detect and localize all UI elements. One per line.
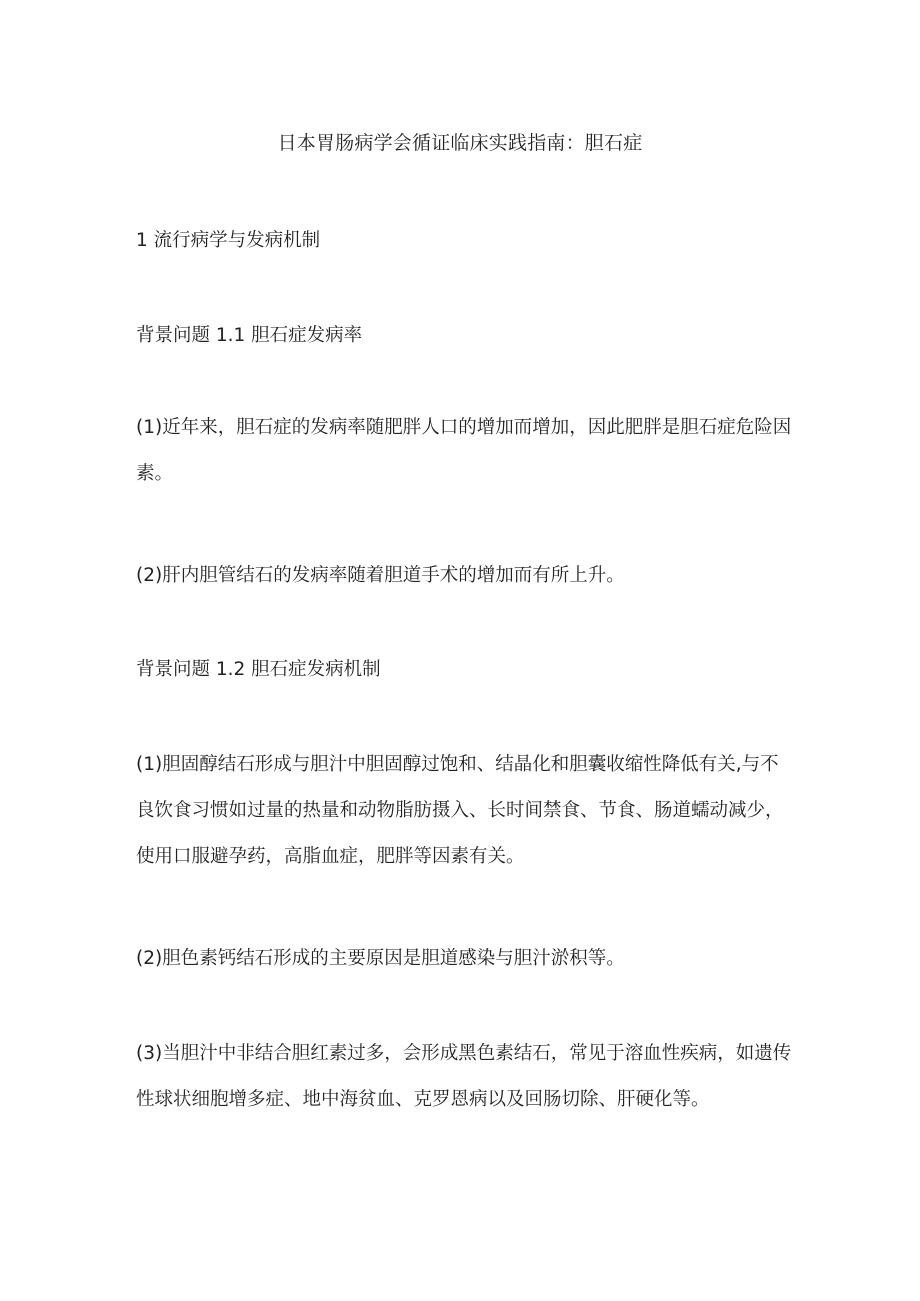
paragraph-line: 性球状细胞增多症、地中海贫血、克罗恩病以及回肠切除、肝硬化等。 [136,1089,710,1110]
paragraph [136,1031,806,1123]
background-question-heading [136,313,806,359]
paragraph [136,405,806,497]
paragraph-line: (1)胆固醇结石形成与胆汁中胆固醇过饱和、结晶化和胆囊收缩性降低有关,与不 [136,754,779,775]
background-question-1-2-heading: 背景问题 1.2 胆石症发病机制 [136,659,381,680]
paragraph [136,553,806,599]
paragraph [136,936,806,982]
section-heading-text: 1 流行病学与发病机制 [136,230,321,251]
section-heading [136,218,806,264]
paragraph-line: (3)当胆汁中非结合胆红素过多，会形成黑色素结石，常见于溶血性疾病，如遗传 [136,1043,792,1064]
paragraph-line: (2)肝内胆管结石的发病率随着胆道手术的增加而有所上升。 [136,565,625,586]
paragraph-line: (1)近年来，胆石症的发病率随肥胖人口的增加而增加，因此肥胖是胆石症危险因 [136,417,792,438]
paragraph-line: 素。 [136,463,174,484]
paragraph-line: 良饮食习惯如过量的热量和动物脂肪摄入、长时间禁食、节食、肠道蠕动减少， [136,800,784,821]
document-title: 日本胃肠病学会循证临床实践指南：胆石症 [277,132,643,154]
background-question-1-1-heading: 背景问题 1.1 胆石症发病率 [136,325,363,346]
paragraph-line: 使用口服避孕药，高脂血症，肥胖等因素有关。 [136,846,525,867]
paragraph [136,742,806,880]
background-question-heading [136,647,806,693]
paragraph-line: (2)胆色素钙结石形成的主要原因是胆道感染与胆汁淤积等。 [136,948,625,969]
